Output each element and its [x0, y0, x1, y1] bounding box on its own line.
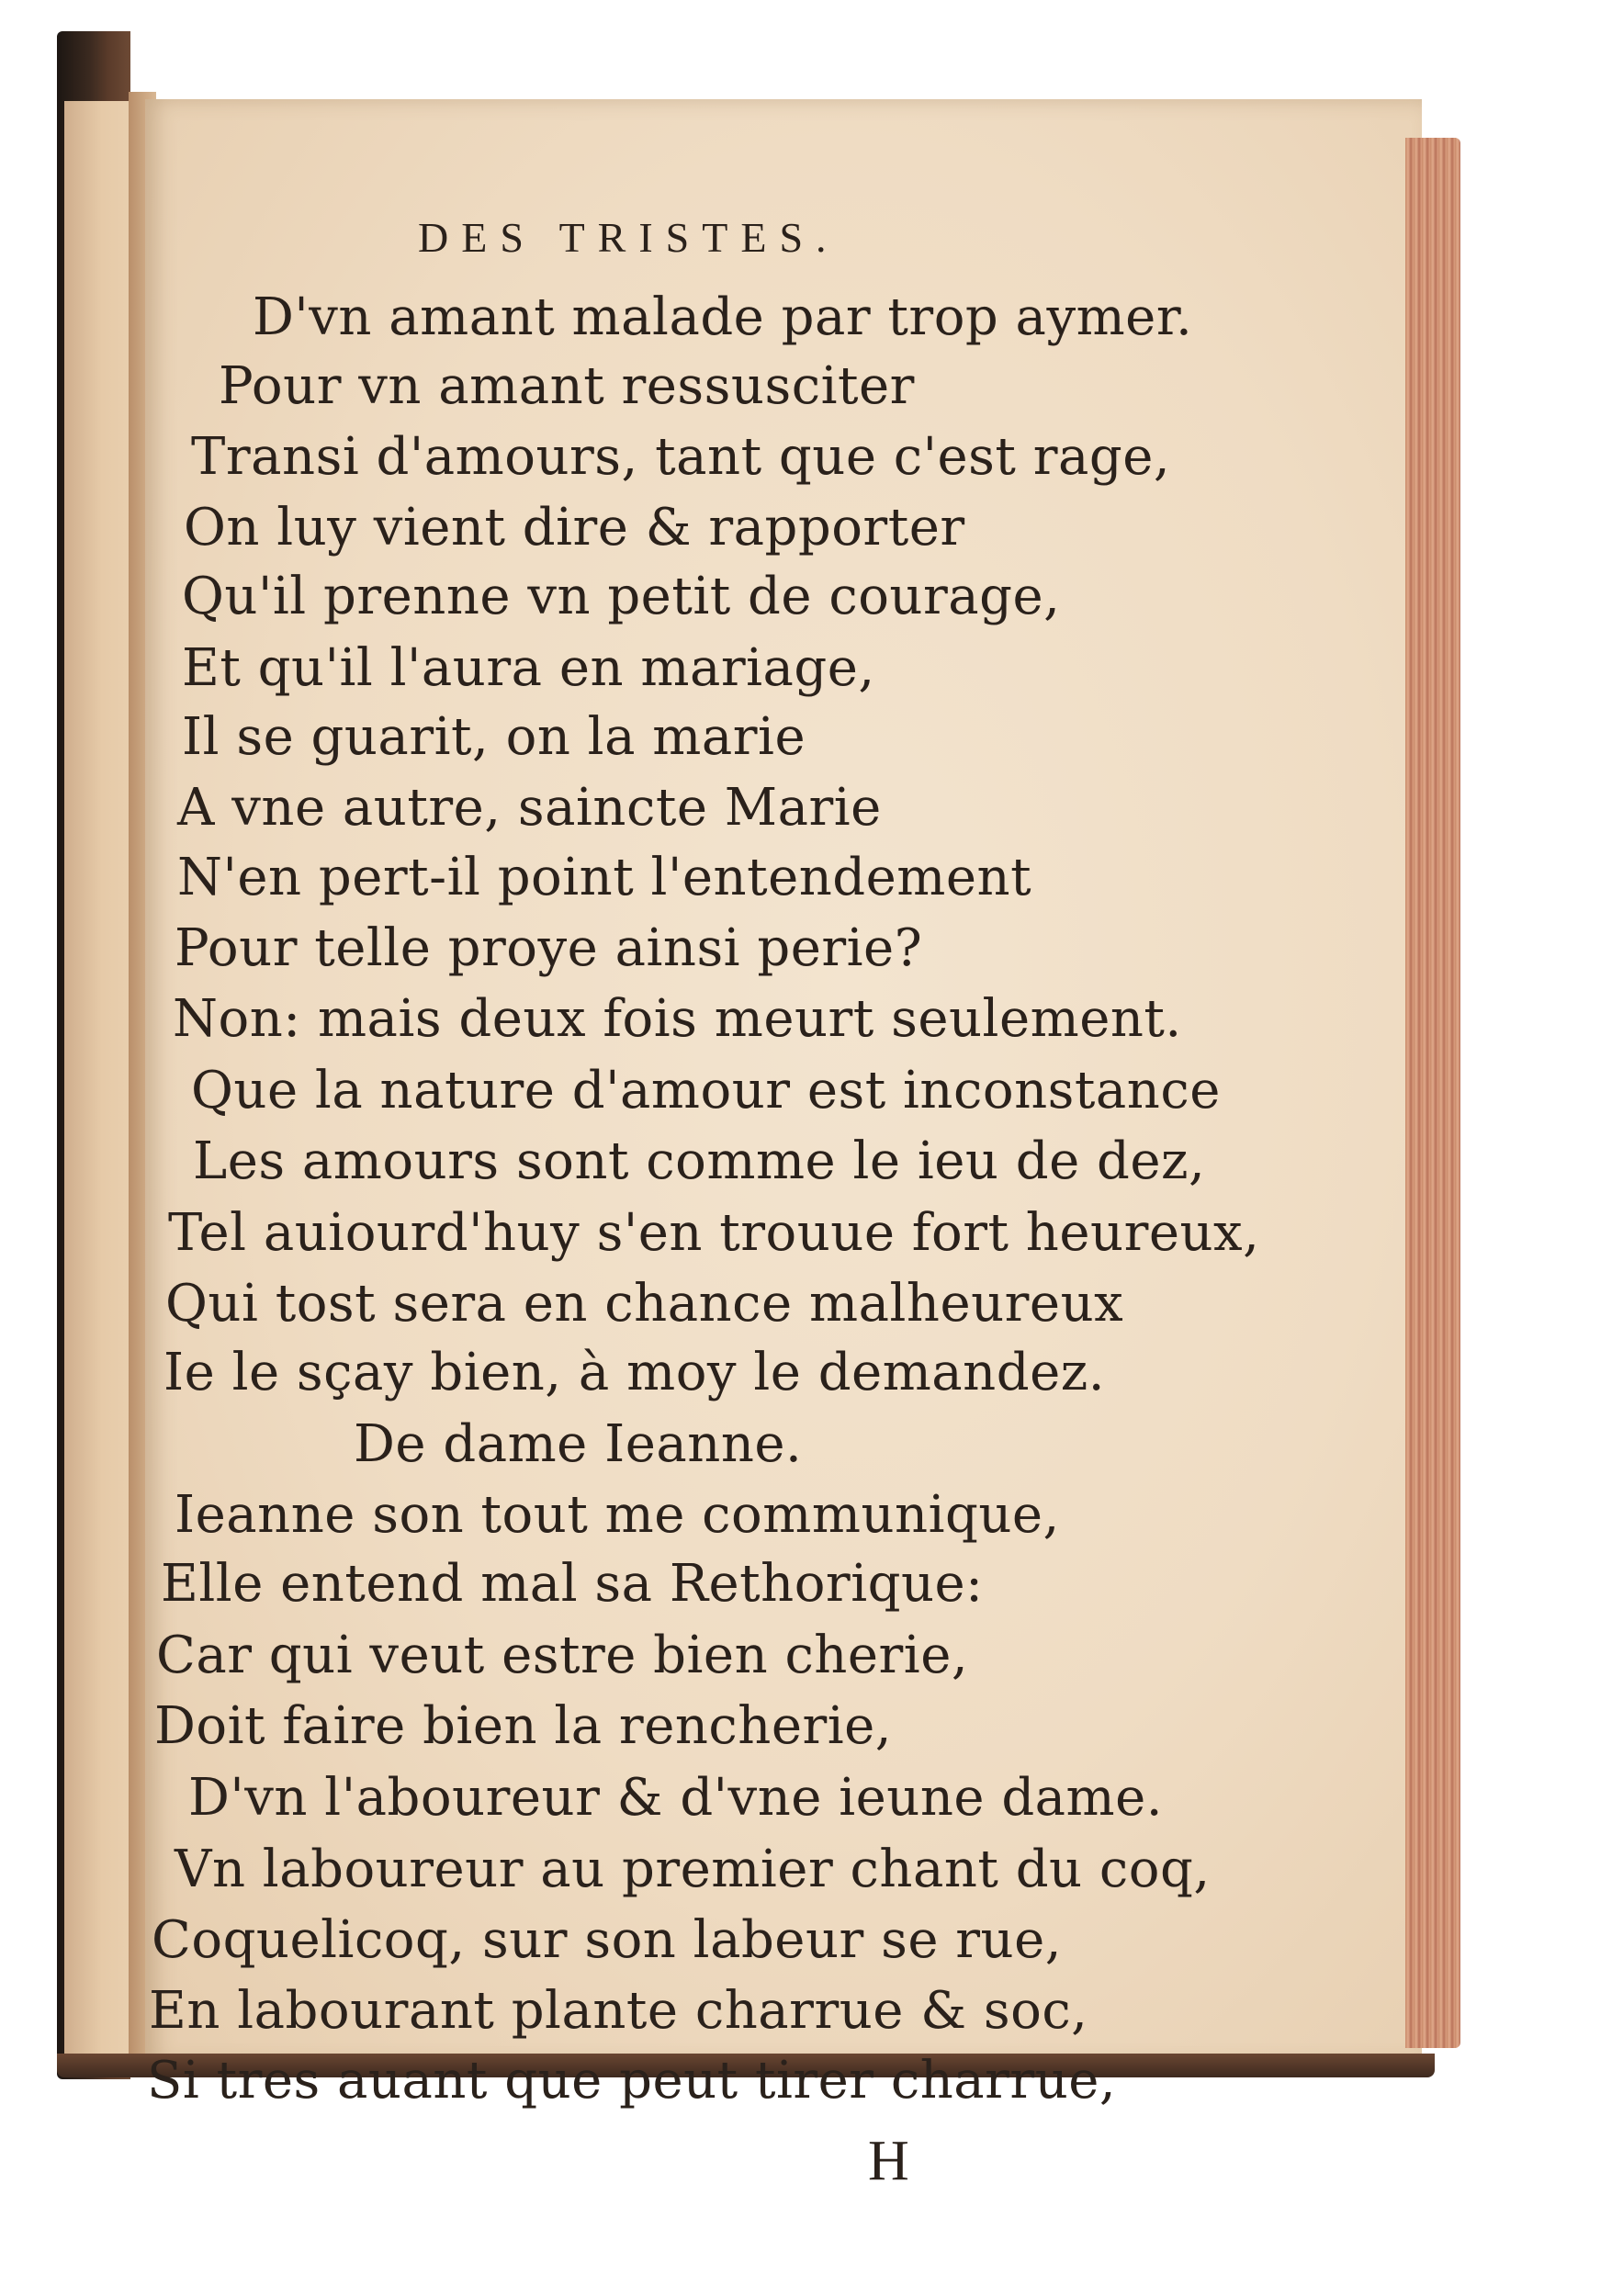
- verse-line: Car qui veut estre bien cherie,: [156, 1626, 969, 1685]
- running-head: DES TRISTES.: [418, 214, 840, 261]
- poem-title: Que la nature d'amour est inconstance: [191, 1061, 1221, 1120]
- signature-mark: H: [868, 2130, 909, 2192]
- poem-title: De dame Ieanne.: [354, 1414, 803, 1474]
- verse-line: N'en pert-il point l'entendement: [177, 848, 1032, 907]
- verse-line: Doit faire bien la rencherie,: [154, 1696, 893, 1756]
- verse-line: On luy vient dire & rapporter: [184, 498, 965, 557]
- verse-line: Ie le sçay bien, à moy le demandez.: [163, 1343, 1106, 1402]
- verse-line: Pour telle proye ainsi perie?: [175, 918, 923, 978]
- verse-line: Transi d'amours, tant que c'est rage,: [191, 427, 1171, 487]
- verse-line: Ieanne son tout me communique,: [175, 1485, 1060, 1545]
- verse-line: Et qu'il l'aura en mariage,: [182, 638, 875, 698]
- verse-line: A vne autre, saincte Marie: [177, 778, 882, 838]
- verse-line: Elle entend mal sa Rethorique:: [161, 1554, 984, 1614]
- verse-line: Pour vn amant ressusciter: [219, 356, 915, 416]
- verse-line: Il se guarit, on la marie: [182, 707, 806, 767]
- verse-line: Qu'il prenne vn petit de courage,: [182, 567, 1061, 626]
- verse-line: Non: mais deux fois meurt seulement.: [173, 989, 1182, 1049]
- verse-line: Si tres auant que peut tirer charrue,: [147, 2051, 1117, 2110]
- verse-line: Tel auiourd'huy s'en trouue fort heureux,: [168, 1203, 1260, 1263]
- verse-line: Coquelicoq, sur son labeur se rue,: [152, 1910, 1063, 1970]
- poem-title: D'vn l'aboureur & d'vne ieune dame.: [188, 1768, 1164, 1828]
- verse-line: Qui tost sera en chance malheureux: [165, 1274, 1124, 1334]
- verse-line: Vn laboureur au premier chant du coq,: [175, 1840, 1211, 1899]
- poem-title: D'vn amant malade par trop aymer.: [253, 287, 1193, 347]
- verse-line: En labourant plante charrue & soc,: [149, 1981, 1088, 2041]
- verse-line: Les amours sont comme le ieu de dez,: [193, 1131, 1206, 1191]
